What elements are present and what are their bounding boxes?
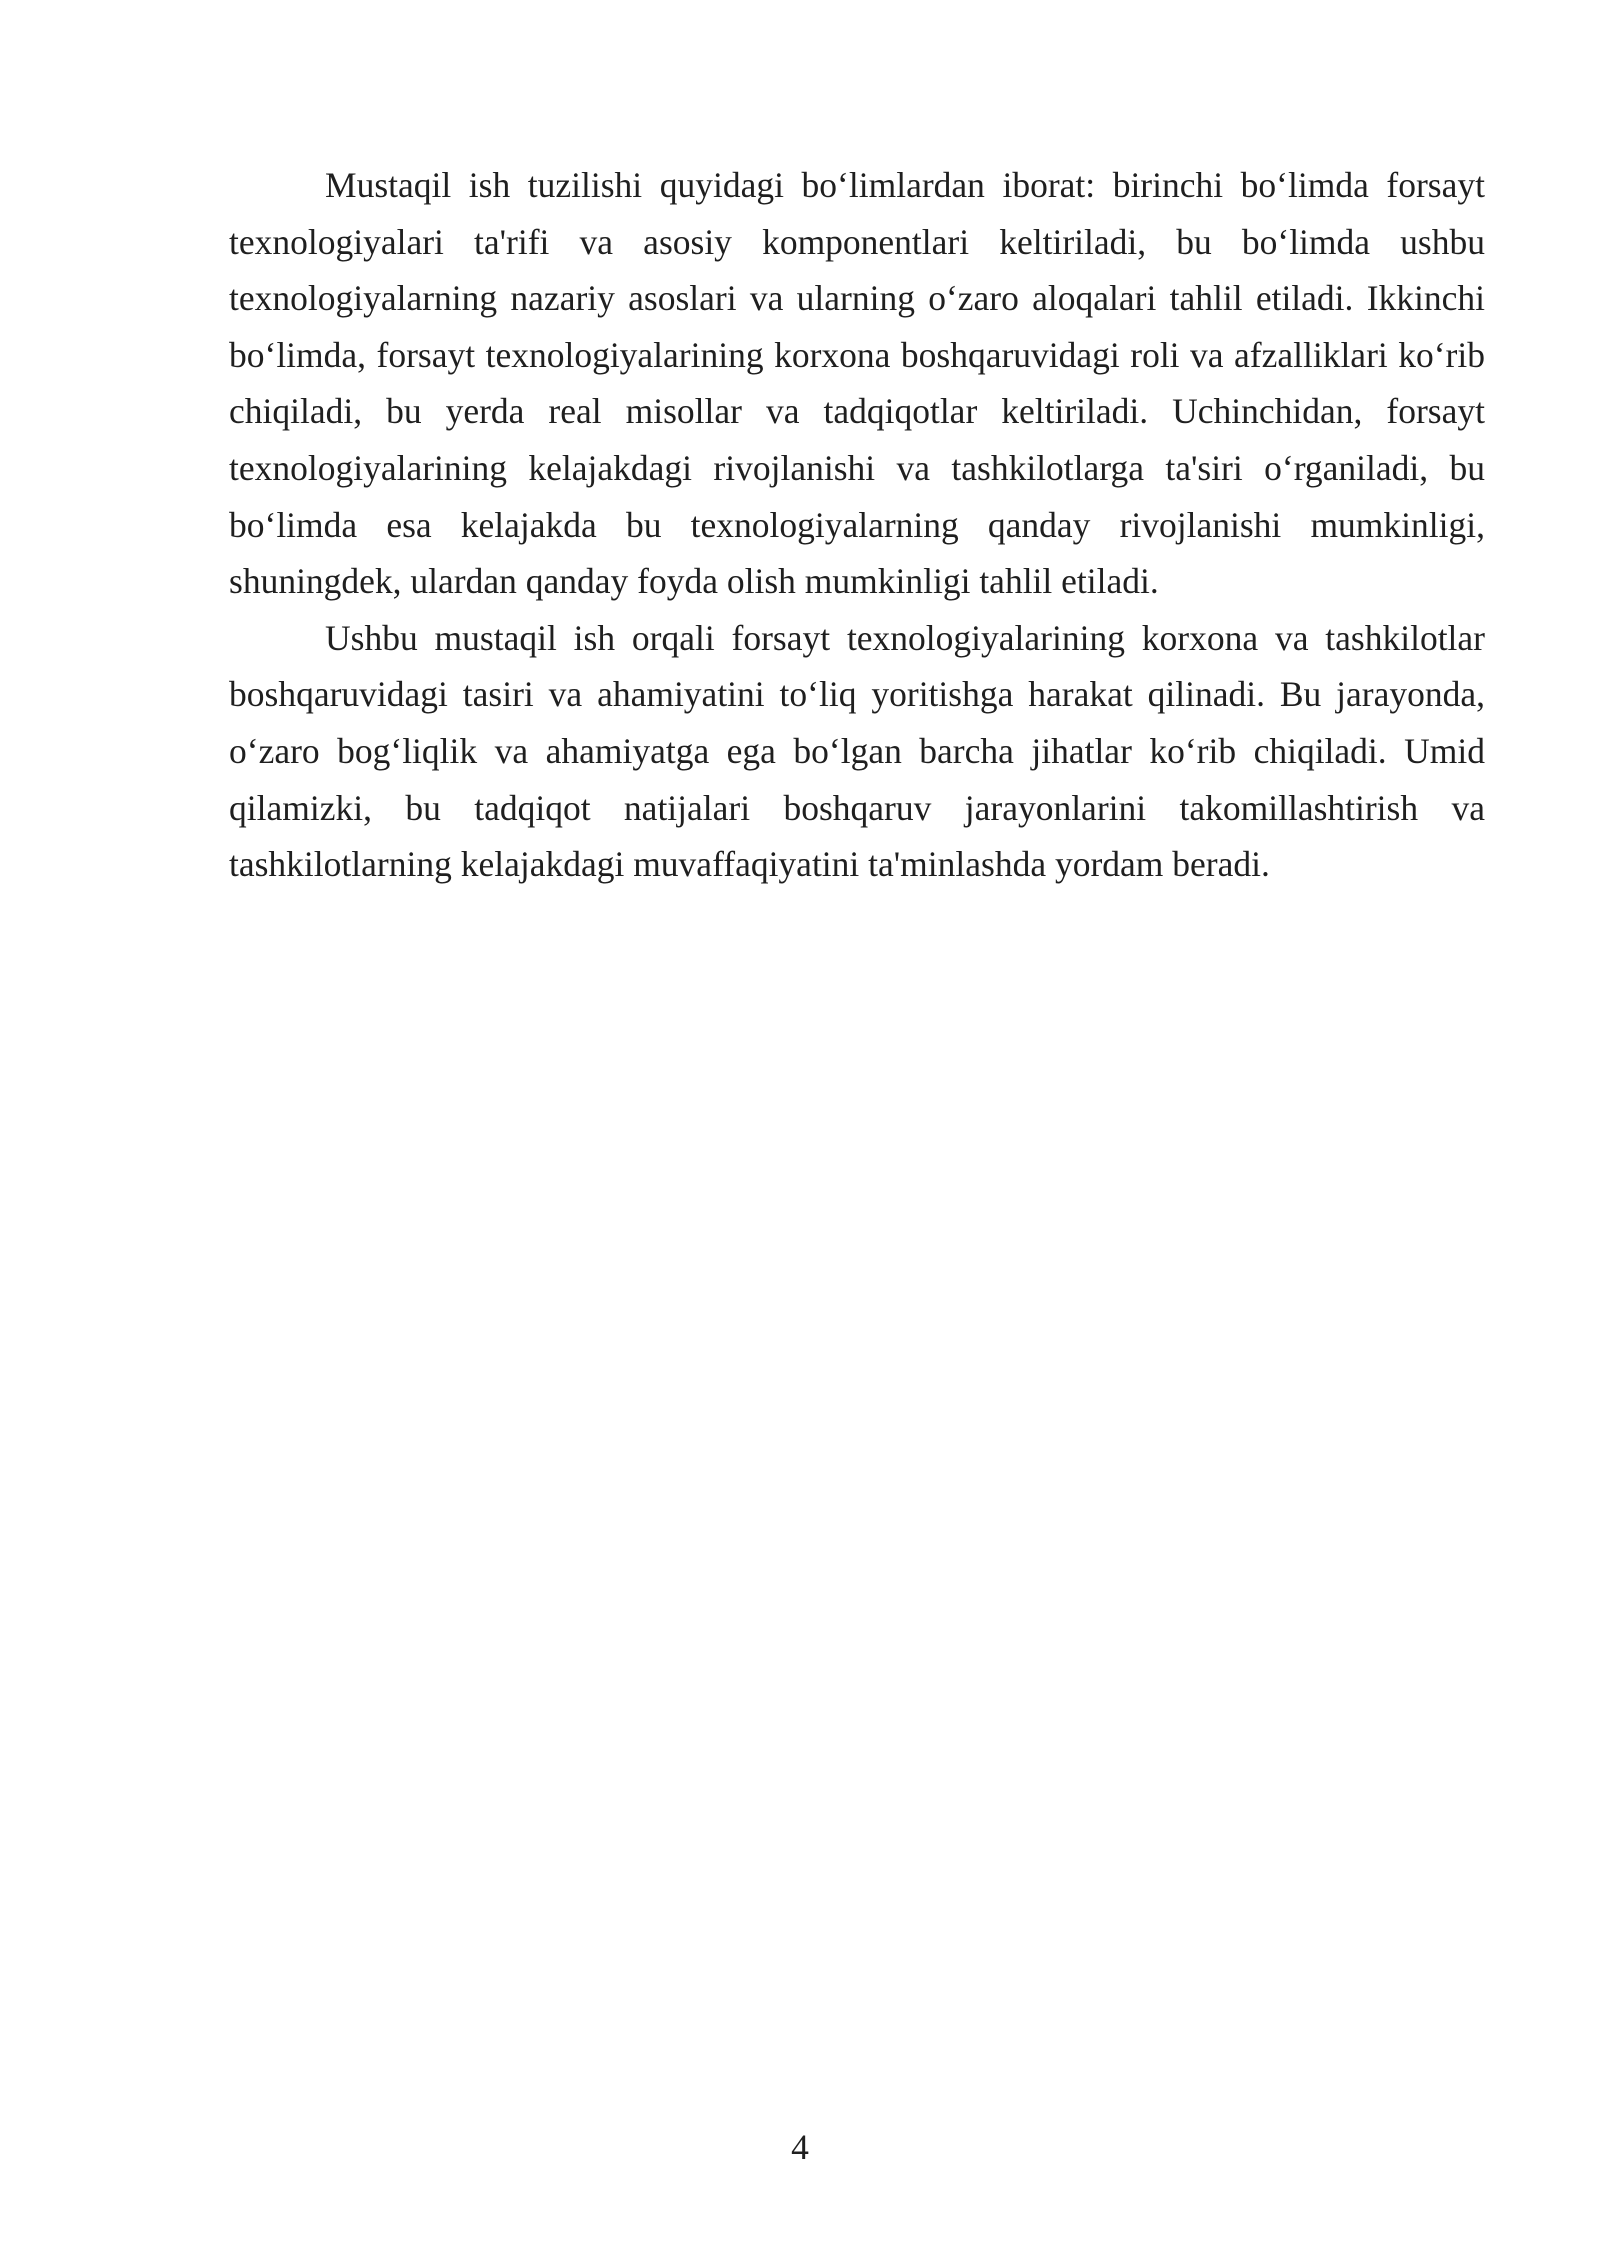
page-number: 4	[791, 2127, 809, 2167]
paragraph-structure: Mustaqil ish tuzilishi quyidagi bo‘limlardan iborat: birinchi bo‘limda forsayt texnologiyalari ta'rifi va asosiy komponentlari keltiriladi, bu bo‘limda ushbu texnologiyalarning nazariy asoslari va ularning o‘zaro aloqalari tahlil etiladi. Ikkinchi bo‘limda, forsayt texnologiyalarining korxona boshqaruvidagi roli va afzalliklari ko‘rib chiqiladi, bu yerda real misollar va tadqiqotlar keltiriladi. Uchinchidan, forsayt texnologiyalarining kelajakdagi rivojlanishi va tashkilotlarga ta'siri o‘rganiladi, bu bo‘limda esa kelajakda bu texnologiyalarning qanday rivojlanishi mumkinligi, shuningdek, ulardan qanday foyda olish mumkinligi tahlil etiladi.	[229, 165, 1485, 602]
body-text	[229, 157, 1485, 893]
paragraph-conclusion: Ushbu mustaqil ish orqali forsayt texnologiyalarining korxona va tashkilotlar boshqaruvidagi tasiri va ahamiyatini to‘liq yoritishga harakat qilinadi. Bu jarayonda, o‘zaro bog‘liqlik va ahamiyatga ega bo‘lgan barcha jihatlar ko‘rib chiqiladi. Umid qilamizki, bu tadqiqot natijalari boshqaruv jarayonlarini takomillashtirish va tashkilotlarning kelajakdagi muvaffaqiyatini ta'minlashda yordam beradi.	[229, 617, 1485, 885]
